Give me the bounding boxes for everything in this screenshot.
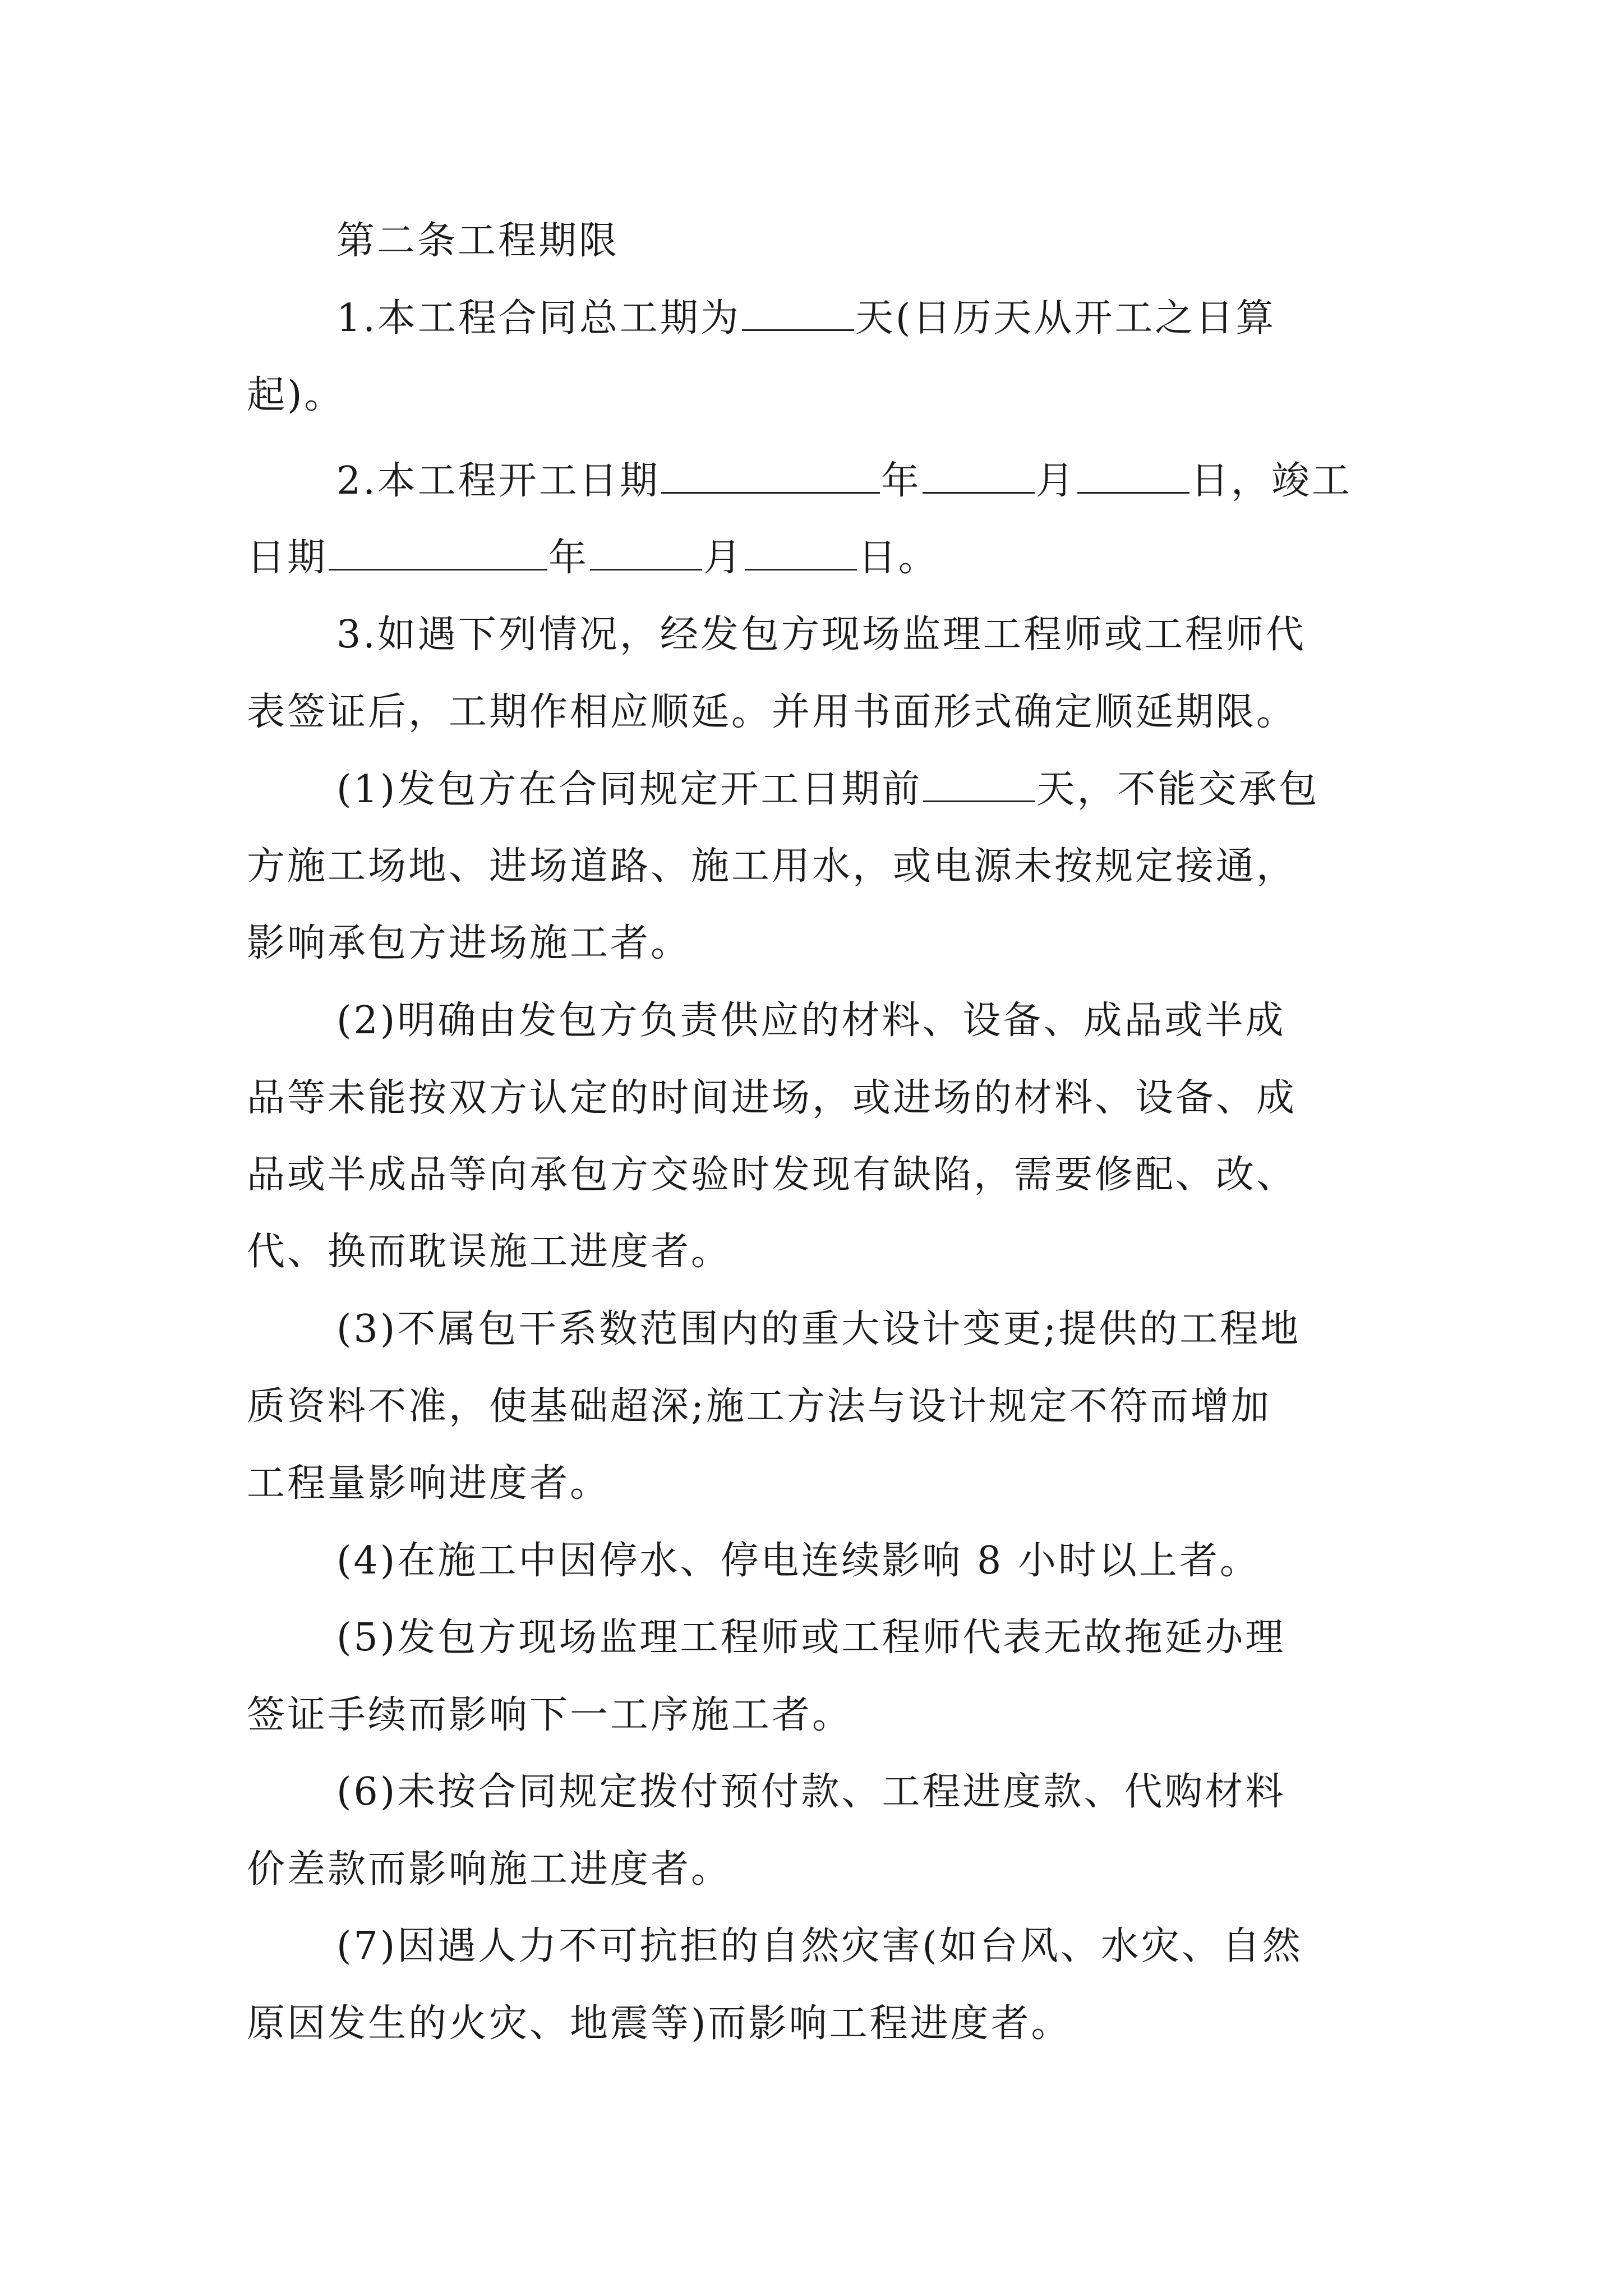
- item-1-line-1: 1.本工程合同总工期为 天(日历天从开工之日算: [336, 296, 1276, 341]
- fill-blank[interactable]: [923, 799, 1035, 802]
- item-3-7-line-1: (7)因遇人力不可抗拒的自然灾害(如台风、水灾、自然: [336, 1924, 1303, 1968]
- item-3-6-line-2: 价差款而影响施工进度者。: [247, 1847, 732, 1892]
- item-3-6-line-1: (6)未按合同规定拨付预付款、工程进度款、代购材料: [336, 1770, 1286, 1814]
- item-3-1-line-3: 影响承包方进场施工者。: [247, 921, 691, 965]
- item-3-3-line-3: 工程量影响进度者。: [247, 1461, 611, 1506]
- fill-blank[interactable]: [1077, 491, 1189, 494]
- item-3-3-line-2: 质资料不准，使基础超深;施工方法与设计规定不符而增加: [247, 1384, 1271, 1429]
- item-3-4-line-1: (4)在施工中因停水、停电连续影响 8 小时以上者。: [336, 1539, 1260, 1583]
- section-heading: 第二条工程期限: [336, 219, 620, 263]
- item-3-5-line-1: (5)发包方现场监理工程师或工程师代表无故拖延办理: [336, 1616, 1286, 1660]
- fill-blank[interactable]: [923, 491, 1035, 494]
- item-3-3-line-1: (3)不属包干系数范围内的重大设计变更;提供的工程地: [336, 1307, 1301, 1351]
- item-3-line-1: 3.如遇下列情况，经发包方现场监理工程师或工程师代: [336, 613, 1306, 657]
- item-3-2-line-4: 代、换而耽误施工进度者。: [247, 1230, 732, 1274]
- item-2-line-2: 日期 年 月 日。: [247, 536, 939, 580]
- fill-blank[interactable]: [329, 568, 547, 570]
- item-1-line-2: 起)。: [247, 373, 345, 417]
- item-3-line-2: 表签证后，工期作相应顺延。并用书面形式确定顺延期限。: [247, 690, 1297, 734]
- item-2-line-1: 2.本工程开工日期 年 月 日，竣工: [336, 459, 1352, 503]
- fill-blank[interactable]: [742, 328, 854, 331]
- item-3-2-line-3: 品或半成品等向承包方交验时发现有缺陷，需要修配、改、: [247, 1153, 1297, 1197]
- item-3-1-line-2: 方施工场地、进场道路、施工用水，或电源未按规定接通，: [247, 844, 1297, 889]
- item-3-2-line-1: (2)明确由发包方负责供应的材料、设备、成品或半成: [336, 999, 1286, 1043]
- item-3-2-line-2: 品等未能按双方认定的时间进场，或进场的材料、设备、成: [247, 1076, 1297, 1120]
- item-3-5-line-2: 签证手续而影响下一工序施工者。: [247, 1693, 853, 1737]
- fill-blank[interactable]: [745, 568, 857, 570]
- item-3-1-line-1: (1)发包方在合同规定开工日期前 天，不能交承包: [336, 767, 1320, 812]
- fill-blank[interactable]: [661, 491, 880, 494]
- fill-blank[interactable]: [590, 568, 702, 570]
- item-3-7-line-2: 原因发生的火灾、地震等)而影响工程进度者。: [247, 2001, 1072, 2046]
